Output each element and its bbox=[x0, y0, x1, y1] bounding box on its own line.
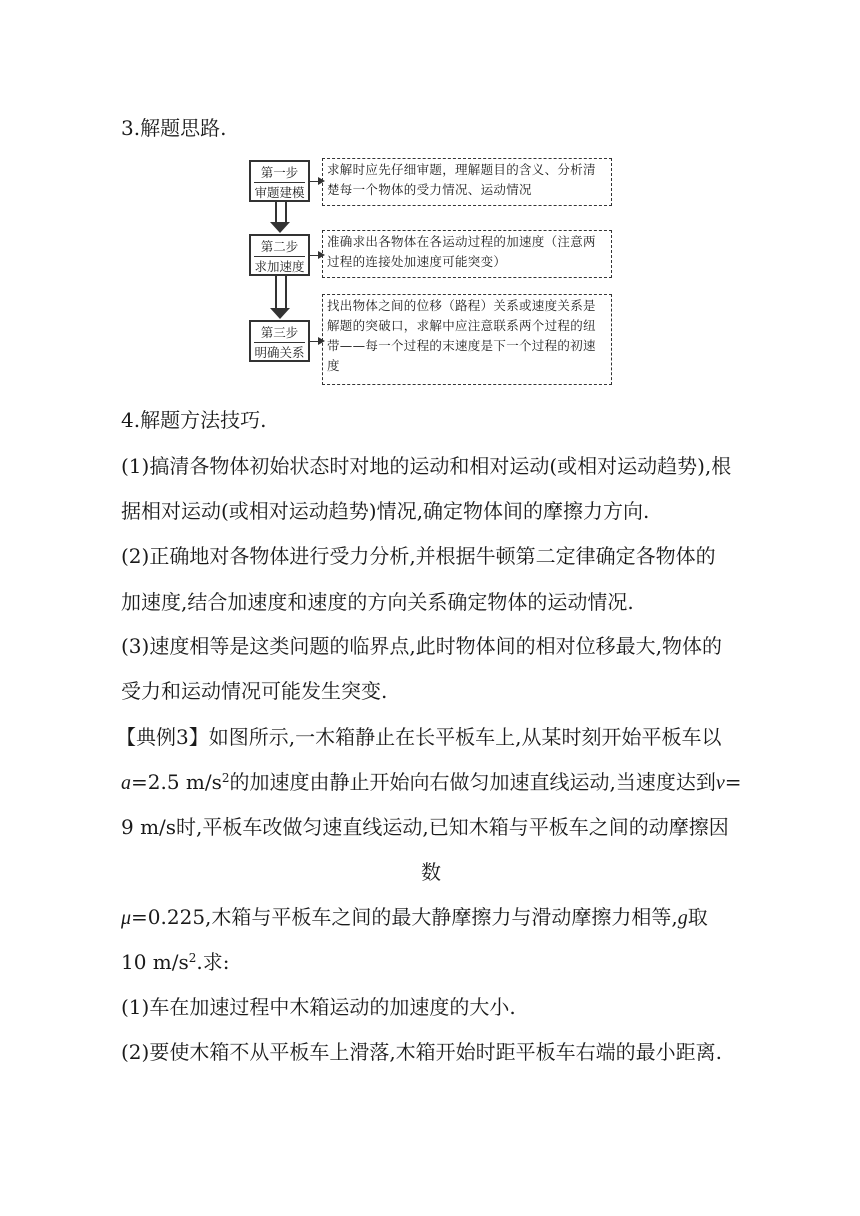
tip-3-line-1: (3)速度相等是这类问题的临界点,此时物体间的相对位移最大,物体的 bbox=[121, 634, 723, 658]
tip-1-line-1: (1)搞清各物体初始状态时对地的运动和相对运动(或相对运动趋势),根 bbox=[121, 454, 732, 478]
connector-arrow bbox=[310, 255, 320, 256]
example-line-2-text: 的加速度由静止开始向右做匀加速直线运动,当速度达到 bbox=[229, 770, 716, 794]
section-heading-4: 4.解题方法技巧. bbox=[121, 408, 267, 432]
example-line-6 bbox=[121, 948, 230, 976]
flow-step-1 bbox=[249, 160, 310, 202]
example-line-5 bbox=[121, 903, 708, 932]
flow-step-2-name: 求加速度 bbox=[254, 259, 305, 274]
tip-2-line-1: (2)正确地对各物体进行受力分析,并根据牛顿第二定律确定各物体的 bbox=[121, 544, 716, 568]
gravity-value: 10 m/s bbox=[121, 950, 189, 974]
section-heading-3: 3.解题思路. bbox=[121, 116, 227, 140]
flow-step-2-number: 第二步 bbox=[254, 237, 305, 257]
superscript-2: 2 bbox=[221, 771, 230, 785]
example-line-6-end: .求: bbox=[196, 950, 230, 974]
flow-step-1-number: 第一步 bbox=[254, 163, 305, 183]
down-arrow-icon bbox=[275, 202, 287, 224]
example-line-1: 【典例3】如图所示,一木箱静止在长平板车上,从某时刻开始平板车以 bbox=[116, 725, 722, 749]
connector-arrow bbox=[310, 181, 320, 182]
var-a: a bbox=[121, 772, 131, 794]
tip-3-line-2: 受力和运动情况可能发生突变. bbox=[121, 679, 388, 703]
flow-step-2 bbox=[249, 234, 310, 276]
example-line-4: 数 bbox=[421, 860, 441, 884]
question-2: (2)要使木箱不从平板车上滑落,木箱开始时距平板车右端的最小距离. bbox=[121, 1040, 723, 1064]
equals: = bbox=[724, 770, 742, 794]
example-line-2 bbox=[121, 768, 742, 797]
superscript-2: 2 bbox=[188, 951, 197, 965]
accel-value: =2.5 m/s bbox=[131, 770, 222, 794]
example-line-3: 9 m/s时,平板车改做匀速直线运动,已知木箱与平板车之间的动摩擦因 bbox=[121, 815, 729, 839]
flow-step-3-description: 找出物体之间的位移（路程）关系或速度关系是解题的突破口，求解中应注意联系两个过程的纽带——每一个过程的末速度是下一个过程的初速度 bbox=[322, 294, 612, 385]
example-line-5-end: 取 bbox=[687, 905, 708, 929]
example-line-5-text: =0.225,木箱与平板车之间的最大静摩擦力与滑动摩擦力相等, bbox=[131, 905, 678, 929]
tip-1-line-2: 据相对运动(或相对运动趋势)情况,确定物体间的摩擦力方向. bbox=[121, 499, 650, 523]
tip-2-line-2: 加速度,结合加速度和速度的方向关系确定物体的运动情况. bbox=[121, 590, 634, 614]
flow-step-2-description: 准确求出各物体在各运动过程的加速度（注意两过程的连接处加速度可能突变） bbox=[322, 230, 612, 278]
connector-arrow bbox=[310, 341, 320, 342]
flow-step-1-name: 审题建模 bbox=[254, 185, 305, 200]
flow-step-3-number: 第三步 bbox=[254, 323, 305, 343]
flow-step-3-name: 明确关系 bbox=[254, 345, 305, 360]
var-v: v bbox=[715, 772, 725, 794]
solution-flowchart bbox=[0, 0, 860, 400]
var-g: g bbox=[677, 907, 688, 929]
flow-step-3 bbox=[249, 320, 310, 362]
var-mu: μ bbox=[121, 907, 132, 929]
question-1: (1)车在加速过程中木箱运动的加速度的大小. bbox=[121, 995, 516, 1019]
down-arrow-icon bbox=[275, 276, 287, 310]
flow-step-1-description: 求解时应先仔细审题，理解题目的含义、分析清楚每一个物体的受力情况、运动情况 bbox=[322, 158, 612, 206]
